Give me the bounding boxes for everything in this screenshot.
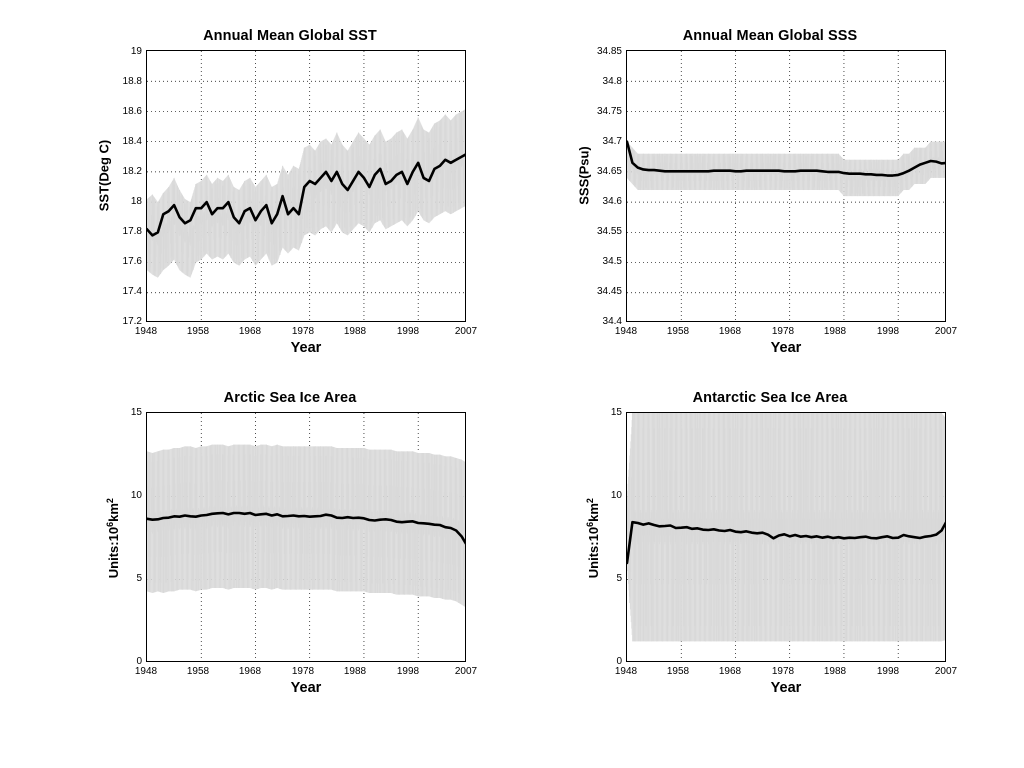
panel-sst-ytick-0: 17.2 [122, 316, 142, 327]
panel-sss-xtick-2: 1968 [718, 326, 742, 337]
panel-antarctic-ytick-0: 0 [616, 656, 622, 667]
panel-sst-xtick-3: 1978 [291, 326, 315, 337]
panel-antarctic-xtick-5: 1998 [876, 666, 900, 677]
panel-sss-xtick-4: 1988 [823, 326, 847, 337]
panel-sss-xtick-3: 1978 [771, 326, 795, 337]
panel-sst-ytick-6: 18.4 [122, 136, 142, 147]
panel-antarctic-xtick-1: 1958 [666, 666, 690, 677]
panel-arctic-xtick-3: 1978 [291, 666, 315, 677]
panel-antarctic-xtick-6: 2007 [934, 666, 958, 677]
panel-sss-ytick-3: 34.55 [596, 226, 622, 237]
panel-antarctic-xtick-0: 1948 [614, 666, 638, 677]
panel-antarctic-svg [627, 413, 946, 662]
panel-antarctic-ylabel-main: Units:10 [586, 526, 602, 579]
panel-arctic-xtick-6: 2007 [454, 666, 478, 677]
panel-arctic-xlabel: Year [290, 680, 322, 696]
panel-antarctic-xlabel: Year [770, 680, 802, 696]
panel-sss-title: Annual Mean Global SSS [682, 28, 858, 44]
panel-sst-ytick-3: 17.8 [122, 226, 142, 237]
panel-sss-ytick-6: 34.7 [602, 136, 622, 147]
panel-sst-xtick-2: 1968 [238, 326, 262, 337]
panel-sss-ytick-8: 34.8 [602, 76, 622, 87]
panel-sss-ytick-0: 34.4 [602, 316, 622, 327]
panel-sst-xtick-4: 1988 [343, 326, 367, 337]
panel-sst-xlabel: Year [290, 340, 322, 356]
panel-arctic-xtick-0: 1948 [134, 666, 158, 677]
panel-arctic-ylabel-exp1: 6 [104, 521, 115, 527]
panel-sss-xtick-6: 2007 [934, 326, 958, 337]
panel-arctic-ytick-3: 15 [130, 407, 142, 418]
panel-sst-ytick-5: 18.2 [122, 166, 142, 177]
panel-antarctic-ylabel-exp2: 2 [584, 498, 595, 504]
panel-sst-ytick-1: 17.4 [122, 286, 142, 297]
panel-sss-ytick-9: 34.85 [596, 46, 622, 57]
panel-sss-ylabel: SSS(Psu) [576, 146, 592, 205]
panel-antarctic-plot-area [626, 412, 946, 662]
panel-sst-svg [147, 51, 466, 322]
panel-arctic-xtick-5: 1998 [396, 666, 420, 677]
panel-arctic-plot-area [146, 412, 466, 662]
panel-sst-ytick-9: 19 [130, 46, 142, 57]
panel-arctic-svg [147, 413, 466, 662]
panel-sss-xtick-0: 1948 [614, 326, 638, 337]
panel-sst-ytick-8: 18.8 [122, 76, 142, 87]
panel-sst-xtick-5: 1998 [396, 326, 420, 337]
panel-sss-xtick-1: 1958 [666, 326, 690, 337]
panel-arctic-ytick-1: 5 [136, 573, 142, 584]
panel-arctic-ytick-2: 10 [130, 490, 142, 501]
panel-arctic [80, 390, 500, 720]
panel-sst-ytick-2: 17.6 [122, 256, 142, 267]
panel-antarctic [560, 390, 980, 720]
panel-sst-xtick-1: 1958 [186, 326, 210, 337]
panel-sss-svg [627, 51, 946, 322]
panel-sst-title: Annual Mean Global SST [203, 28, 377, 44]
panel-sst-ylabel: SST(Deg C) [96, 139, 112, 212]
panel-arctic-ylabel-tail: km [106, 503, 122, 522]
panel-antarctic-ytick-1: 5 [616, 573, 622, 584]
panel-antarctic-xtick-3: 1978 [771, 666, 795, 677]
panel-arctic-xtick-2: 1968 [238, 666, 262, 677]
panel-sss [560, 28, 980, 358]
panel-arctic-title: Arctic Sea Ice Area [223, 390, 357, 406]
panel-sss-ytick-4: 34.6 [602, 196, 622, 207]
panel-sst [80, 28, 500, 358]
panel-sst-xtick-0: 1948 [134, 326, 158, 337]
panel-antarctic-ytick-3: 15 [610, 407, 622, 418]
panel-arctic-ylabel-exp2: 2 [104, 498, 115, 504]
panel-arctic-xtick-4: 1988 [343, 666, 367, 677]
panel-antarctic-ylabel-tail: km [586, 503, 602, 522]
panel-antarctic-ylabel-exp1: 6 [584, 521, 595, 527]
panel-antarctic-ytick-2: 10 [610, 490, 622, 501]
panel-sss-xtick-5: 1998 [876, 326, 900, 337]
panel-sss-ytick-5: 34.65 [596, 166, 622, 177]
panel-sss-ytick-1: 34.45 [596, 286, 622, 297]
panel-arctic-ytick-0: 0 [136, 656, 142, 667]
panel-sst-ytick-4: 18 [130, 196, 142, 207]
panel-sst-ytick-7: 18.6 [122, 106, 142, 117]
panel-sss-xlabel: Year [770, 340, 802, 356]
panel-sst-plot-area [146, 50, 466, 322]
panel-sss-ytick-7: 34.75 [596, 106, 622, 117]
panel-arctic-ylabel-main: Units:10 [106, 526, 122, 579]
panel-antarctic-title: Antarctic Sea Ice Area [692, 390, 848, 406]
panel-sss-plot-area [626, 50, 946, 322]
panel-antarctic-xtick-2: 1968 [718, 666, 742, 677]
panel-arctic-xtick-1: 1958 [186, 666, 210, 677]
panel-sst-xtick-6: 2007 [454, 326, 478, 337]
panel-sss-ytick-2: 34.5 [602, 256, 622, 267]
panel-antarctic-xtick-4: 1988 [823, 666, 847, 677]
